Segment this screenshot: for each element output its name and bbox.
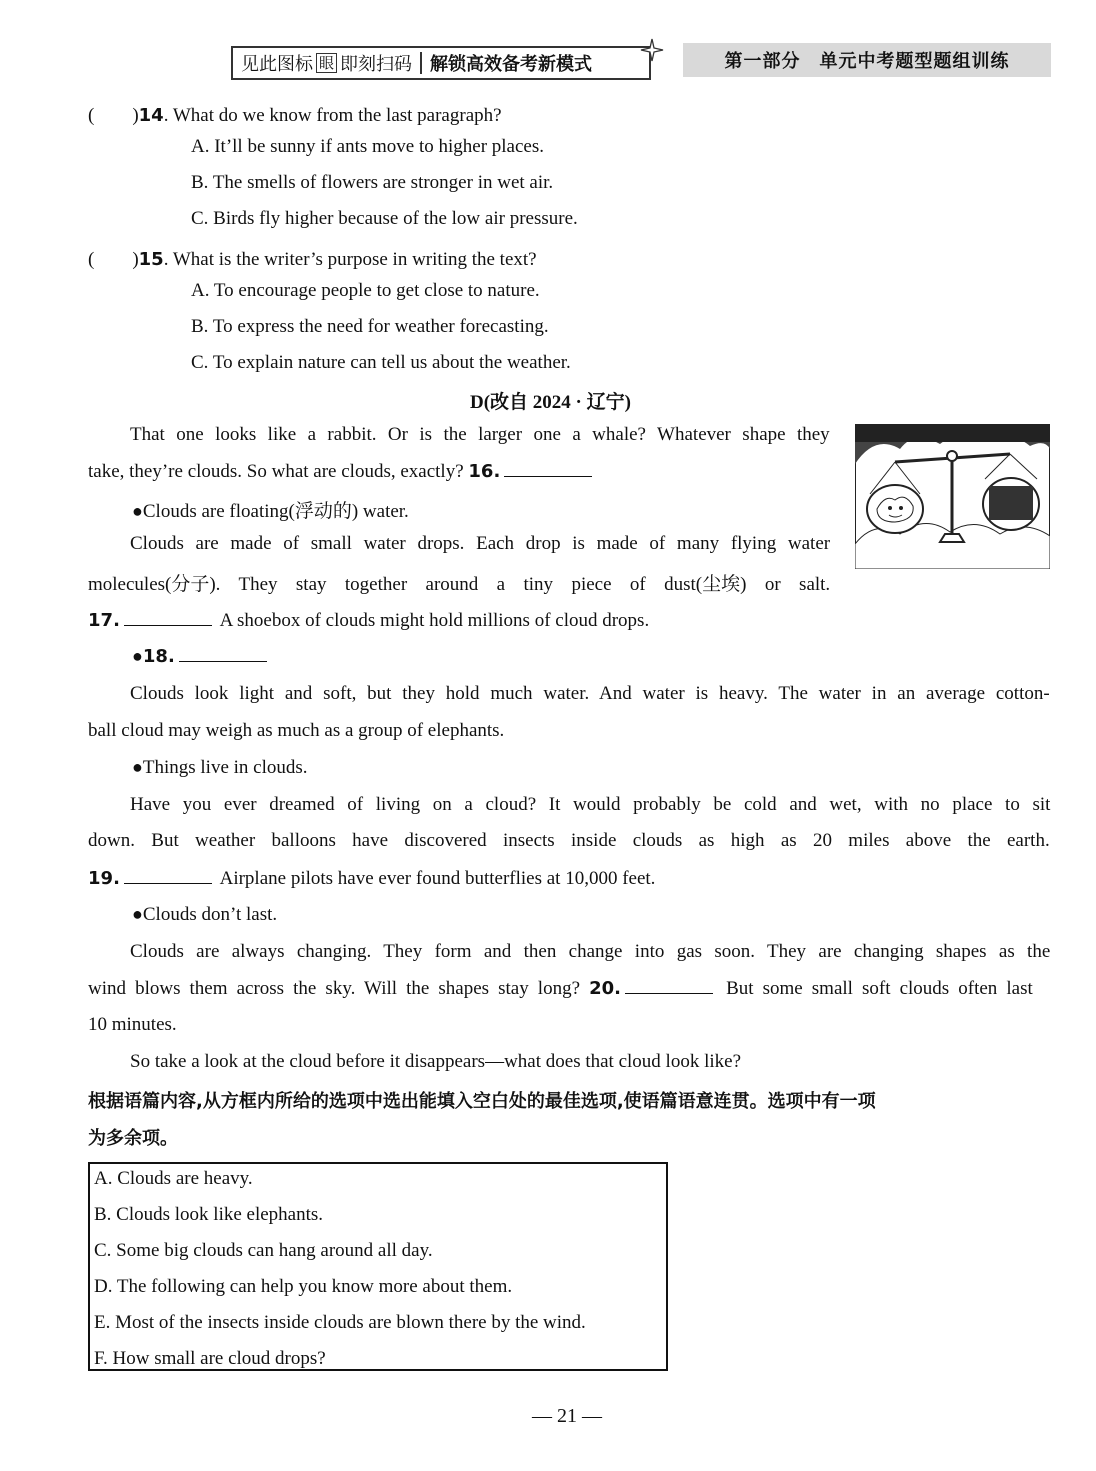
options-box xyxy=(88,1162,668,1371)
option-a: A. Clouds are heavy. xyxy=(94,1168,253,1189)
cloud-scale-illustration xyxy=(855,424,1050,569)
option-e: E. Most of the insects inside clouds are blown there by the wind. xyxy=(94,1312,586,1333)
blank-18[interactable] xyxy=(179,645,267,662)
bullet-icon: ● xyxy=(132,501,143,521)
subheading-2 xyxy=(132,757,308,779)
subheading-3 xyxy=(132,904,277,926)
blank-number-18: 18 xyxy=(142,646,168,667)
passage-p5-line3: 10 minutes. xyxy=(88,1014,177,1035)
page-number: — 21 — xyxy=(532,1405,602,1427)
answer-paren[interactable]: ( ) xyxy=(88,105,139,126)
blank-number-17: 17 xyxy=(88,610,114,631)
divider xyxy=(420,52,422,74)
scan-banner xyxy=(231,46,651,80)
option-c: C. Some big clouds can hang around all day. xyxy=(94,1240,433,1261)
blank-number-20: 20 xyxy=(589,978,615,999)
passage-p2-line1: Clouds are made of small water drops. Each drop is made of many flying water xyxy=(130,533,831,554)
option-f: F. How small are cloud drops? xyxy=(94,1348,326,1369)
sparkle-icon xyxy=(640,38,664,62)
question-14 xyxy=(88,100,502,127)
q15-option-c: C. To explain nature can tell us about the weather. xyxy=(191,352,571,373)
answer-paren[interactable]: ( ) xyxy=(88,249,139,270)
q14-option-b: B. The smells of flowers are stronger in wet air. xyxy=(191,172,554,193)
passage-p3-line2: ball cloud may weigh as much as a group of elephants. xyxy=(88,720,505,741)
question-stem: . What is the writer’s purpose in writing the text? xyxy=(163,249,537,270)
instruction-line2: 为多余项。 xyxy=(88,1128,178,1149)
instruction-line1: 根据语篇内容,从方框内所给的选项中选出能填入空白处的最佳选项,使语篇语意连贯。选项中有一项 xyxy=(88,1091,876,1112)
q15-option-b: B. To express the need for weather forecasting. xyxy=(191,316,549,337)
subheading-text: Clouds don’t last. xyxy=(142,904,278,925)
subheading-blank-18: ●18. xyxy=(132,645,271,668)
bullet-icon: ● xyxy=(132,757,143,777)
option-b: B. Clouds look like elephants. xyxy=(94,1204,324,1225)
question-number: 15 xyxy=(138,249,164,270)
question-number: 14 xyxy=(138,105,164,126)
q14-option-c: C. Birds fly higher because of the low air pressure. xyxy=(191,208,578,229)
passage-p1-line2: take, they’re clouds. So what are clouds, exactly? 16. xyxy=(88,460,596,483)
option-d: D. The following can help you know more about them. xyxy=(94,1276,513,1297)
section-header: 第一部分 单元中考题型题组训练 xyxy=(683,43,1051,77)
text: A shoebox of clouds might hold millions of cloud drops. xyxy=(219,610,650,631)
text: But some small soft clouds often last xyxy=(726,978,1033,999)
passage-p2-line2: molecules(分子). They stay together around a tiny piece of dust(尘埃) or salt. xyxy=(88,574,831,595)
subheading-1 xyxy=(132,496,409,523)
blank-number-16: 16 xyxy=(468,461,494,482)
subheading-text: Things live in clouds. xyxy=(142,757,308,778)
passage-p5-line2: wind blows them across the sky. Will the shapes stay long? 20. But some small soft clouds often last xyxy=(88,978,1033,999)
blank-19[interactable] xyxy=(124,867,212,884)
blank-16[interactable] xyxy=(504,460,592,477)
q14-option-a: A. It’ll be sunny if ants move to higher places. xyxy=(191,136,545,157)
scan-banner-text-b: 即刻扫码 xyxy=(340,54,413,75)
eye-icon: 眼 xyxy=(316,53,337,73)
bullet-icon: ● xyxy=(132,646,143,666)
text: Airplane pilots have ever found butterflies at 10,000 feet. xyxy=(219,868,656,889)
blank-20[interactable] xyxy=(625,977,713,994)
passage-p3-line1: Clouds look light and soft, but they hold much water. And water is heavy. The water in an average cotton- xyxy=(130,683,1050,704)
question-stem: . What do we know from the last paragraph? xyxy=(163,105,502,126)
passage-p4-line1: Have you ever dreamed of living on a cloud? It would probably be cold and wet, with no place to sit xyxy=(130,794,1051,815)
passage-p6: So take a look at the cloud before it disappears—what does that cloud look like? xyxy=(130,1051,741,1072)
section-d-title: D(改自 2024 · 辽宁) xyxy=(470,392,631,413)
text: wind blows them across the sky. Will the shapes stay long? xyxy=(88,978,581,999)
passage-p4-line2: down. But weather balloons have discovered insects inside clouds as high as 20 miles above the earth. xyxy=(88,830,1050,851)
passage-p5-line1: Clouds are always changing. They form and then change into gas soon. They are changing shapes as the xyxy=(130,941,1051,962)
passage-p1-line1: That one looks like a rabbit. Or is the larger one a whale? Whatever shape they xyxy=(130,424,830,445)
q15-option-a: A. To encourage people to get close to nature. xyxy=(191,280,540,301)
question-15 xyxy=(88,244,537,271)
blank-number-19: 19 xyxy=(88,868,114,889)
scan-banner-text-c: 解锁高效备考新模式 xyxy=(430,54,593,75)
passage-p2-line3: 17. A shoebox of clouds might hold millions of cloud drops. xyxy=(88,610,650,631)
scan-banner-text-a: 见此图标 xyxy=(241,54,313,75)
blank-17[interactable] xyxy=(124,609,212,626)
text: take, they’re clouds. So what are clouds, exactly? xyxy=(88,461,464,482)
subheading-text: Clouds are floating(浮动的) water. xyxy=(142,501,409,522)
passage-p4-line3: 19. Airplane pilots have ever found butterflies at 10,000 feet. xyxy=(88,868,656,889)
bullet-icon: ● xyxy=(132,904,143,924)
